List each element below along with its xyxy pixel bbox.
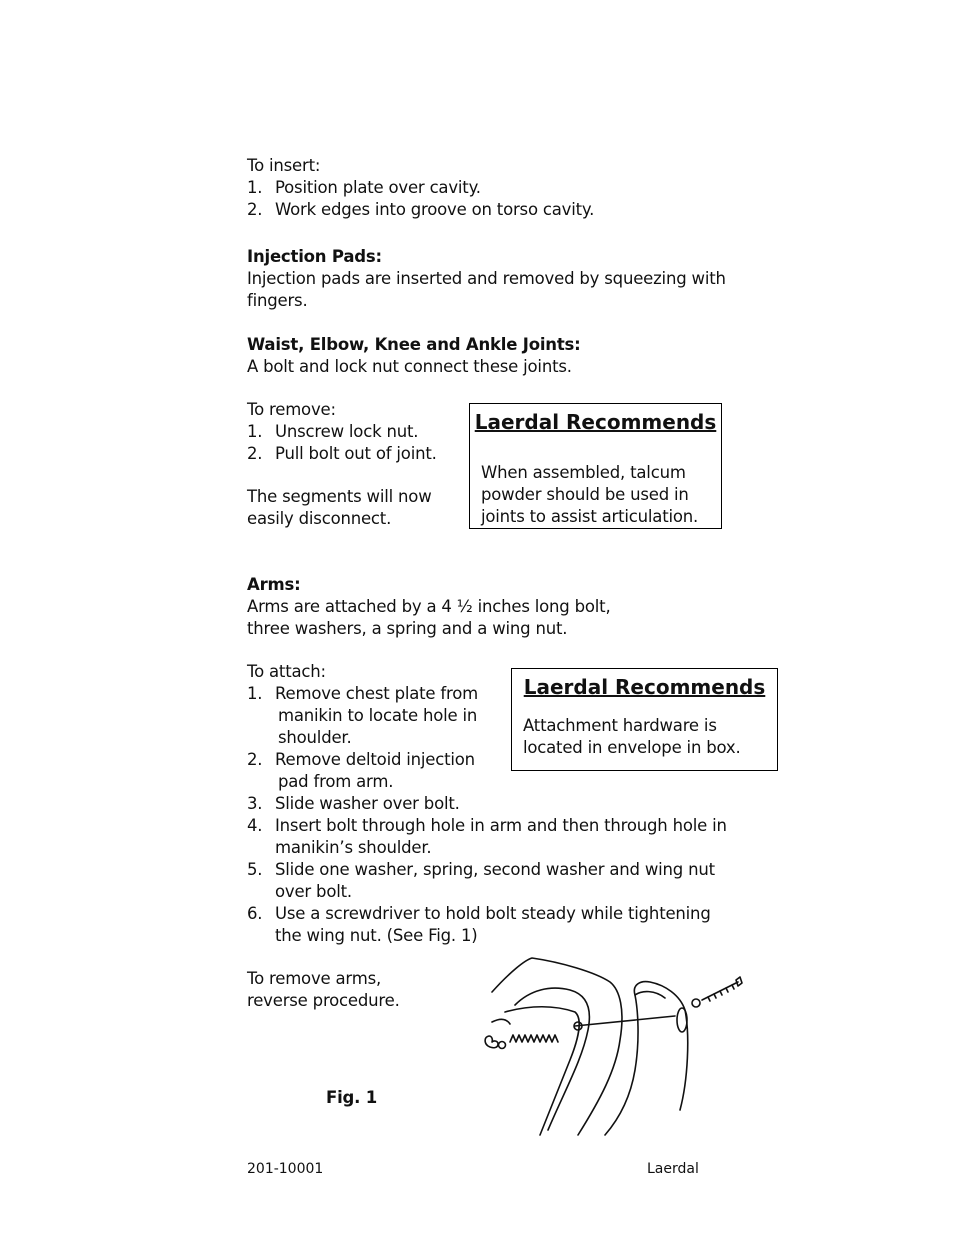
insert-step: 2. Work edges into groove on torso cavity. xyxy=(247,200,595,219)
injection-pads-section xyxy=(247,246,726,312)
arms-remove-text: reverse procedure. xyxy=(247,991,400,1010)
recommend-box-talcum xyxy=(469,403,722,529)
recommend-box-text: When assembled, talcum xyxy=(481,463,686,482)
arms-attach-step: 2. Remove deltoid injection pad from arm. xyxy=(247,750,475,791)
arms-section xyxy=(247,574,611,640)
bolt-washer xyxy=(692,999,700,1007)
joints-heading: Waist, Elbow, Knee and Ankle Joints: xyxy=(247,335,581,354)
injection-pads-text: fingers. xyxy=(247,291,308,310)
arms-heading: Arms: xyxy=(247,575,301,594)
arms-text: three washers, a spring and a wing nut. xyxy=(247,619,568,638)
recommend-box-hardware xyxy=(511,668,778,771)
injection-pads-text: Injection pads are inserted and removed by squeezing with xyxy=(247,269,726,288)
shoulder-bolt-illustration xyxy=(470,950,750,1150)
injection-pads-heading: Injection Pads: xyxy=(247,247,382,266)
joints-section xyxy=(247,334,581,378)
bolt-threads xyxy=(708,985,734,1001)
recommend-box-text: powder should be used in xyxy=(481,485,689,504)
wing-nut xyxy=(485,1036,498,1048)
footer-doc-number: 201-10001 xyxy=(247,1161,324,1177)
joints-after-text: easily disconnect. xyxy=(247,509,392,528)
arm-outline xyxy=(605,982,688,1135)
spring-washer xyxy=(499,1042,506,1049)
arms-remove-text: To remove arms, xyxy=(247,969,382,988)
footer-brand: Laerdal xyxy=(647,1161,699,1177)
shoulder-cavity-line xyxy=(505,1007,579,1135)
torso-edge xyxy=(492,1019,510,1024)
arm-top xyxy=(635,992,665,998)
arms-attach-step: 4. Insert bolt through hole in arm and then through hole in manikin’s shoulder. xyxy=(247,816,727,857)
spring xyxy=(510,1035,558,1042)
figure-label: Fig. 1 xyxy=(326,1088,378,1107)
arms-attach-step: 3. Slide washer over bolt. xyxy=(247,794,460,813)
recommend-box-text: joints to assist articulation. xyxy=(481,507,699,526)
joints-remove-step: 2. Pull bolt out of joint. xyxy=(247,444,437,463)
insert-step: 1. Position plate over cavity. xyxy=(247,178,481,197)
insert-intro: To insert: xyxy=(247,156,321,175)
arms-attach-step: 6. Use a screwdriver to hold bolt steady while tightening the wing nut. (See Fig. 1) xyxy=(247,904,711,945)
recommend-box-title: Laerdal Recommends xyxy=(474,410,717,434)
recommend-box-title: Laerdal Recommends xyxy=(523,675,766,699)
arms-attach-step: 5. Slide one washer, spring, second washer and wing nut over bolt. xyxy=(247,860,715,901)
torso-inner-outline xyxy=(515,988,589,1130)
arms-text: Arms are attached by a 4 ½ inches long bolt, xyxy=(247,597,611,616)
joints-remove-section xyxy=(247,399,437,530)
arm-hole xyxy=(677,1008,687,1032)
arms-attach-intro: To attach: xyxy=(247,662,326,681)
insert-section xyxy=(247,155,594,221)
joints-text: A bolt and lock nut connect these joints. xyxy=(247,357,572,376)
recommend-box-text: located in envelope in box. xyxy=(523,738,741,757)
recommend-box-text: Attachment hardware is xyxy=(523,716,717,735)
joints-remove-step: 1. Unscrew lock nut. xyxy=(247,422,419,441)
arms-attach-step: 1. Remove chest plate from manikin to locate hole in shoulder. xyxy=(247,684,479,747)
joints-after-text: The segments will now xyxy=(247,487,432,506)
joints-remove-intro: To remove: xyxy=(247,400,336,419)
bolt-head xyxy=(736,977,742,986)
